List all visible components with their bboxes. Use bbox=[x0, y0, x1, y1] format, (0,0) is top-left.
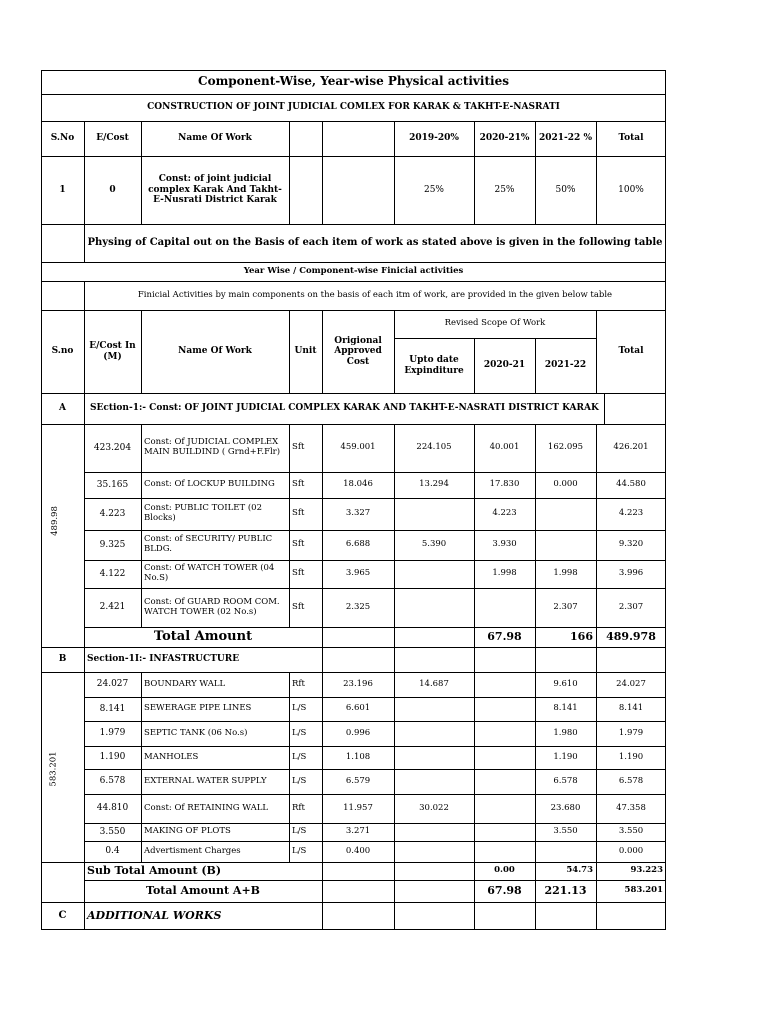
cell-orig: 3.271 bbox=[345, 826, 371, 837]
cell-y2: 8.141 bbox=[553, 703, 578, 714]
section-a-total-y1: 67.98 bbox=[487, 629, 522, 643]
cell-orig: 2.325 bbox=[345, 601, 371, 612]
physing-text: Physing of Capital out on the Basis of each item of work as stated above is given in the following table bbox=[87, 237, 663, 249]
grid-line bbox=[596, 902, 597, 930]
main-header-name: Name Of Work bbox=[178, 346, 252, 357]
section-b-subtotal-total: 93.223 bbox=[630, 865, 663, 876]
cell-total: 0.000 bbox=[618, 845, 644, 856]
cell-name: BOUNDARY WALL bbox=[144, 678, 226, 689]
cell-unit: L/S bbox=[292, 775, 307, 786]
grid-line bbox=[394, 862, 395, 903]
top-header-2021: 2021-22 % bbox=[539, 133, 592, 144]
cell-unit: Sft bbox=[292, 568, 305, 579]
cell-ecost: 8.141 bbox=[99, 703, 126, 714]
cell-unit: Rft bbox=[292, 802, 305, 813]
cell-ecost: 1.190 bbox=[99, 752, 126, 763]
cell-total: 47.358 bbox=[616, 802, 646, 813]
cell-total: 9.320 bbox=[618, 539, 644, 550]
main-header-unit: Unit bbox=[294, 346, 317, 357]
cell-name: Const: of SECURITY/ PUBLIC BLDG. bbox=[144, 534, 273, 554]
main-header-sno: S.no bbox=[51, 346, 74, 357]
cell-ecost: 2.421 bbox=[99, 602, 126, 613]
section-a-title: SEction-1:- Const: OF JOINT JUDICIAL COMPLEX KARAK AND TAKHT-E-NASRATI DISTRICT KARAK bbox=[90, 403, 599, 414]
cell-total: 426.201 bbox=[613, 442, 649, 453]
top-header-2019: 2019-20% bbox=[409, 133, 459, 144]
cell-y1 bbox=[474, 672, 535, 697]
grid-line bbox=[322, 902, 323, 930]
section-b-subtotal-label: Sub Total Amount (B) bbox=[87, 863, 222, 877]
section-b-label: B bbox=[58, 654, 67, 665]
cell-upto bbox=[394, 560, 474, 588]
cell-y2: 9.610 bbox=[553, 678, 578, 689]
cell-ecost: 35.165 bbox=[96, 479, 129, 490]
cell-upto bbox=[394, 697, 474, 721]
cell-upto bbox=[394, 746, 474, 769]
top-header-ecost: E/Cost bbox=[96, 133, 129, 144]
cell-orig: 23.196 bbox=[343, 678, 373, 689]
top-row-total: 100% bbox=[618, 184, 644, 195]
main-header-revised: Revised Scope Of Work bbox=[444, 318, 546, 329]
cell-y2: 1.998 bbox=[553, 568, 578, 579]
cell-total: 24.027 bbox=[616, 678, 646, 689]
cell-unit: Rft bbox=[292, 678, 305, 689]
page-subtitle: CONSTRUCTION OF JOINT JUDICIAL COMLEX FOR KARAK & TAKHT-E-NASRATI bbox=[147, 102, 560, 113]
top-row-2019: 25% bbox=[423, 184, 444, 195]
cell-y1 bbox=[474, 697, 535, 721]
main-header-2021: 2021-22 bbox=[544, 360, 587, 371]
cell-upto: 30.022 bbox=[419, 802, 449, 813]
cell-orig: 3.327 bbox=[345, 508, 371, 519]
section-b-side-total: 583.201 bbox=[48, 751, 59, 787]
cell-ecost: 6.578 bbox=[99, 776, 126, 787]
grid-line bbox=[535, 902, 536, 930]
cell-total: 8.141 bbox=[618, 703, 644, 714]
grid-line bbox=[535, 647, 536, 673]
cell-y2: 3.550 bbox=[553, 826, 578, 837]
cell-y2: 1.190 bbox=[553, 751, 578, 762]
cell-y2 bbox=[535, 530, 596, 560]
cell-unit: Sft bbox=[292, 508, 305, 519]
top-row-sno: 1 bbox=[59, 184, 66, 195]
cell-unit: L/S bbox=[292, 845, 307, 856]
cell-name: Const: Of LOCKUP BUILDING bbox=[144, 479, 275, 490]
cell-ecost: 4.223 bbox=[99, 508, 126, 519]
cell-upto bbox=[394, 588, 474, 627]
cell-y1: 1.998 bbox=[492, 568, 517, 579]
cell-total: 44.580 bbox=[616, 479, 646, 490]
main-header-total: Total bbox=[618, 346, 644, 357]
cell-total: 6.578 bbox=[618, 775, 644, 786]
cell-y2: 6.578 bbox=[553, 775, 578, 786]
cell-upto: 224.105 bbox=[416, 442, 452, 453]
cell-name: Const: PUBLIC TOILET (02 Blocks) bbox=[144, 503, 262, 523]
cell-y1: 3.930 bbox=[492, 539, 517, 550]
cell-orig: 1.108 bbox=[345, 751, 371, 762]
cell-ecost: 1.979 bbox=[99, 728, 126, 739]
main-header-orig: Origional Approved Cost bbox=[334, 335, 382, 367]
top-header-2020: 2020-21% bbox=[479, 133, 530, 144]
cell-y2: 162.095 bbox=[547, 442, 584, 453]
top-row-2021: 50% bbox=[555, 184, 576, 195]
cell-orig: 18.046 bbox=[343, 479, 373, 490]
cell-y2 bbox=[535, 841, 596, 862]
cell-orig: 0.996 bbox=[345, 727, 371, 738]
cell-name: EXTERNAL WATER SUPPLY bbox=[144, 775, 267, 786]
cell-upto bbox=[394, 841, 474, 862]
cell-y2: 0.000 bbox=[553, 479, 578, 490]
grid-line bbox=[596, 647, 597, 673]
cell-name: SEPTIC TANK (06 No.s) bbox=[144, 727, 248, 738]
cell-y2: 1.980 bbox=[553, 727, 578, 738]
section-a-total-total: 489.978 bbox=[606, 629, 656, 643]
grid-line bbox=[394, 902, 395, 930]
top-row-ecost: 0 bbox=[109, 184, 116, 195]
cell-y1: 40.001 bbox=[489, 442, 520, 453]
cell-orig: 6.601 bbox=[345, 703, 371, 714]
cell-upto bbox=[394, 769, 474, 794]
cell-total: 1.190 bbox=[618, 751, 644, 762]
page-title: Component-Wise, Year-wise Physical activities bbox=[198, 74, 509, 89]
grid-line bbox=[289, 121, 290, 225]
cell-y1: 17.830 bbox=[489, 479, 520, 490]
cell-upto: 5.390 bbox=[421, 539, 447, 550]
main-header-ecost: E/Cost In (M) bbox=[89, 341, 136, 362]
cell-orig: 0.400 bbox=[345, 845, 371, 856]
cell-upto bbox=[394, 823, 474, 841]
top-row-name: Const: of joint judicial complex Karak And Takht-E-Nusrati District Karak bbox=[148, 174, 282, 206]
section-a-total-label: Total Amount bbox=[153, 628, 253, 644]
cell-y1 bbox=[474, 823, 535, 841]
cell-total: 4.223 bbox=[618, 508, 644, 519]
cell-y2 bbox=[535, 498, 596, 530]
cell-y1 bbox=[474, 746, 535, 769]
yearwise-title: Year Wise / Component-wise Finicial activities bbox=[243, 265, 464, 276]
cell-name: Const: Of JUDICIAL COMPLEX MAIN BUILDIND ( Grnd+F.Flr) bbox=[144, 437, 281, 457]
cell-orig: 11.957 bbox=[343, 802, 373, 813]
cell-name: Const: Of RETAINING WALL bbox=[144, 802, 269, 813]
section-b-subtotal-y2: 54.73 bbox=[566, 865, 593, 876]
cell-unit: L/S bbox=[292, 751, 307, 762]
cell-unit: Sft bbox=[292, 442, 305, 453]
grid-line bbox=[322, 862, 323, 903]
cell-total: 3.996 bbox=[618, 568, 644, 579]
grid-line bbox=[322, 627, 323, 648]
cell-unit: Sft bbox=[292, 479, 305, 490]
finicial-text: Finicial Activities by main components on the basis of each itm of work, are provided in the given below table bbox=[137, 289, 613, 300]
cell-total: 3.550 bbox=[618, 826, 644, 837]
cell-name: Const: Of GUARD ROOM COM. WATCH TOWER (02 No.s) bbox=[144, 596, 280, 617]
grid-line bbox=[394, 647, 395, 673]
top-header-name: Name Of Work bbox=[178, 133, 252, 144]
section-b-title: Section-1I:- INFASTRUCTURE bbox=[87, 654, 240, 665]
grand-total-total: 583.201 bbox=[624, 885, 663, 896]
grid-line bbox=[474, 647, 475, 673]
cell-orig: 6.688 bbox=[345, 539, 371, 550]
cell-y1 bbox=[474, 588, 535, 627]
cell-unit: Sft bbox=[292, 539, 305, 550]
grand-total-y2: 221.13 bbox=[544, 883, 587, 897]
cell-unit: L/S bbox=[292, 703, 307, 714]
section-c-title: ADDITIONAL WORKS bbox=[87, 908, 222, 922]
section-a-total-y2: 166 bbox=[570, 629, 593, 643]
grid-line bbox=[474, 902, 475, 930]
cell-unit: L/S bbox=[292, 727, 307, 738]
cell-y1 bbox=[474, 794, 535, 823]
section-a-label: A bbox=[59, 403, 66, 414]
cell-ecost: 423.204 bbox=[93, 442, 132, 453]
cell-ecost: 9.325 bbox=[99, 539, 126, 550]
cell-y1: 4.223 bbox=[492, 508, 517, 519]
cell-name: Advertisment Charges bbox=[144, 845, 241, 856]
top-header-total: Total bbox=[618, 133, 644, 144]
section-a-side-total: 489.98 bbox=[49, 506, 60, 536]
grid-line bbox=[394, 627, 395, 648]
grid-line bbox=[322, 121, 323, 225]
cell-y1 bbox=[474, 721, 535, 746]
cell-name: MANHOLES bbox=[144, 751, 199, 762]
cell-unit: Sft bbox=[292, 601, 305, 612]
grand-total-label: Total Amount A+B bbox=[146, 883, 260, 897]
cell-orig: 459.001 bbox=[340, 442, 376, 453]
main-header-upto: Upto date Expinditure bbox=[404, 355, 464, 376]
cell-total: 1.979 bbox=[618, 727, 644, 738]
cell-unit: L/S bbox=[292, 826, 307, 837]
cell-upto: 13.294 bbox=[419, 479, 449, 490]
cell-name: SEWERAGE PIPE LINES bbox=[144, 703, 252, 714]
cell-ecost: 44.810 bbox=[96, 803, 129, 814]
cell-orig: 6.579 bbox=[345, 775, 371, 786]
cell-upto: 14.687 bbox=[419, 678, 449, 689]
cell-total: 2.307 bbox=[618, 601, 644, 612]
grand-total-y1: 67.98 bbox=[487, 883, 522, 897]
section-c-label: C bbox=[58, 910, 67, 922]
cell-ecost: 24.027 bbox=[96, 679, 129, 690]
section-b-subtotal-y1: 0.00 bbox=[494, 865, 515, 876]
cell-ecost: 0.4 bbox=[105, 846, 120, 857]
cell-upto bbox=[394, 721, 474, 746]
grid-line bbox=[604, 393, 605, 425]
grid-line bbox=[322, 647, 323, 673]
main-header-2020: 2020-21 bbox=[483, 360, 526, 371]
cell-upto bbox=[394, 498, 474, 530]
cell-y1 bbox=[474, 841, 535, 862]
cell-orig: 3.965 bbox=[345, 568, 371, 579]
cell-y2: 23.680 bbox=[550, 802, 581, 813]
cell-name: MAKING OF PLOTS bbox=[144, 826, 231, 837]
judicial-complex-sheet bbox=[41, 70, 666, 930]
cell-y1 bbox=[474, 769, 535, 794]
top-row-2020: 25% bbox=[494, 184, 515, 195]
cell-ecost: 3.550 bbox=[99, 826, 126, 837]
cell-ecost: 4.122 bbox=[99, 568, 126, 579]
cell-y2: 2.307 bbox=[553, 601, 578, 612]
cell-name: Const: Of WATCH TOWER (04 No.S) bbox=[144, 563, 275, 583]
top-header-sno: S.No bbox=[50, 133, 75, 144]
